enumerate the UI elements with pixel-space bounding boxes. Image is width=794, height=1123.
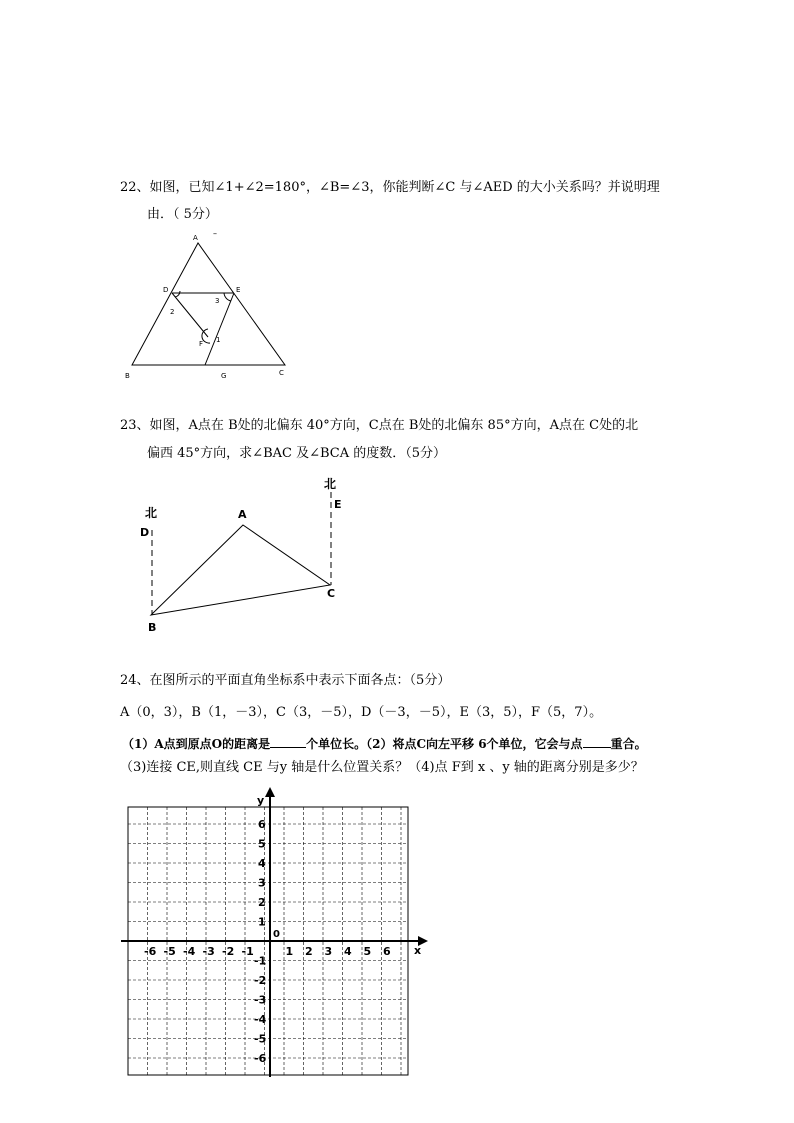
q22-text-line1: 22、如图，已知∠1+∠2=180°，∠B=∠3，你能判断∠C 与∠AED 的大小关系吗？并说明理 — [120, 180, 660, 195]
q24-sub1-part-c: 重合。 — [610, 737, 647, 751]
q23-bearing-figure — [130, 470, 360, 640]
x-tick-label: 4 — [344, 945, 352, 958]
q24-sub1-part-a: （1）A点到原点O的距离是 — [122, 737, 271, 751]
label-2: 2 — [170, 308, 175, 316]
y-tick-label: 2 — [258, 896, 266, 909]
label-a: A — [193, 234, 198, 242]
y-tick-label: -2 — [254, 974, 267, 987]
x-tick-label: -5 — [163, 945, 176, 958]
label-d: D — [140, 526, 150, 539]
label-1: 1 — [216, 336, 221, 344]
label-e: E — [334, 498, 342, 511]
label-north-c: 北 — [324, 477, 337, 491]
y-tick-label: -6 — [254, 1052, 267, 1065]
label-d: D — [163, 286, 169, 294]
y-tick-label: 6 — [258, 818, 266, 831]
y-tick-label: -5 — [254, 1032, 267, 1046]
label-b: B — [125, 372, 130, 380]
y-tick-label: 3 — [258, 876, 266, 890]
x-tick-label: 3 — [324, 945, 333, 958]
x-tick-label: -2 — [222, 945, 235, 958]
label-3: 3 — [215, 297, 220, 305]
angle-2-arc — [175, 291, 180, 297]
triangle-abc — [132, 243, 285, 365]
label-f: F — [199, 340, 204, 348]
label-c: C — [279, 369, 284, 377]
x-tick-labels — [144, 945, 391, 958]
q22-text-line2: 由．（ 5分） — [147, 207, 218, 222]
x-axis-label: x — [414, 944, 422, 957]
q24-text-line2: A（0，3），B（1，－3），C（3，－5），D（－3，－5），E（3，5），F（5，7）。 — [120, 705, 603, 720]
label-b: B — [148, 621, 157, 634]
angle-3-arc — [224, 293, 231, 301]
label-g: G — [221, 372, 227, 380]
q23-text-line2: 偏西 45°方向，求∠BAC 及∠BCA 的度数．（5分） — [147, 446, 447, 461]
answer-blank-1[interactable] — [270, 735, 306, 748]
x-tick-label: -3 — [202, 945, 215, 958]
x-tick-label: 6 — [383, 945, 391, 958]
x-tick-label: -6 — [144, 945, 157, 958]
q24-sub1-part-b: 个单位长。（2）将点C向左平移 6个单位，它会与点 — [306, 737, 583, 751]
x-tick-label: 2 — [305, 945, 313, 958]
label-north-b: 北 — [145, 506, 158, 520]
y-tick-label: -4 — [254, 1013, 267, 1026]
x-tick-label: -4 — [183, 945, 196, 958]
x-tick-label: 5 — [363, 945, 372, 958]
y-tick-label: -3 — [254, 993, 267, 1007]
label-c: C — [327, 587, 336, 600]
answer-blank-2[interactable] — [583, 735, 611, 748]
x-tick-label: 1 — [285, 945, 294, 958]
label-e: E — [236, 286, 241, 294]
segment-df — [172, 293, 208, 337]
q23-text-line1: 23、如图，A点在 B处的北偏东 40°方向，C点在 B处的北偏东 85°方向，A点在 C处的北 — [120, 418, 639, 433]
y-tick-label: 1 — [258, 915, 266, 929]
x-tick-label: -1 — [241, 945, 254, 958]
y-tick-label: -1 — [254, 954, 267, 968]
origin-label: 0 — [273, 929, 280, 940]
label-mark: – — [213, 229, 217, 238]
y-axis-arrow — [265, 787, 275, 797]
y-axis-label: y — [257, 794, 265, 807]
q24-coordinate-grid — [115, 785, 435, 1085]
q24-sub2: （3)连接 CE,则直线 CE 与y 轴是什么位置关系？（4)点 F到 x 、y 轴的距离分别是多少？ — [120, 760, 644, 775]
label-a: A — [238, 508, 247, 521]
q24-text-line1: 24、在图所示的平面直角坐标系中表示下面各点：（5分） — [120, 673, 451, 688]
q24-sub1 — [122, 734, 647, 754]
triangle-abc-bearing — [151, 525, 330, 615]
y-tick-label: 5 — [258, 837, 266, 851]
q22-triangle-figure — [120, 225, 295, 385]
y-tick-label: 4 — [258, 857, 266, 870]
segment-eg — [205, 293, 234, 365]
